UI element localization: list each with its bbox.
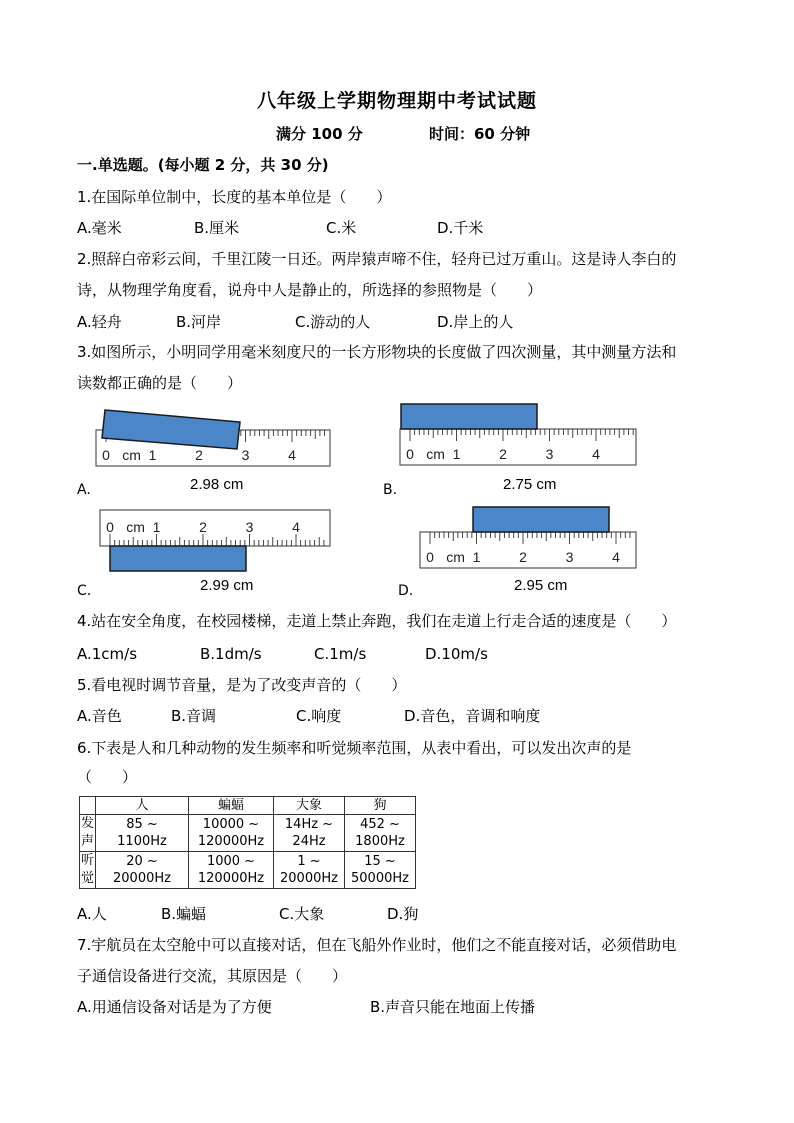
table-corner-cell — [80, 797, 96, 815]
ruler-number: 1 — [148, 447, 157, 463]
question-3-stem-line1: 3.如图所示，小明同学用毫米刻度尺的一长方形物块的长度做了四次测量，其中测量方法和 — [77, 343, 677, 361]
table-cell: 85 ~ 1100Hz — [96, 815, 189, 852]
column-header: 蝙蝠 — [189, 797, 274, 815]
figure-label-b[interactable]: B. — [383, 482, 398, 498]
table-header-row — [80, 797, 416, 815]
question-5-stem: 5.看电视时调节音量，是为了改变声音的（ ） — [77, 676, 407, 694]
figure-caption-b: 2.75 cm — [503, 476, 557, 493]
question-7-stem-line2: 子通信设备进行交流，其原因是（ ） — [77, 967, 348, 985]
ruler-figure-d — [418, 506, 640, 572]
question-6-stem-line1: 6.下表是人和几种动物的发生频率和听觉频率范围，从表中看出，可以发出次声的是 — [77, 739, 632, 757]
ruler-number: 3 — [565, 549, 574, 565]
q7-option-b[interactable]: B.声音只能在地面上传播 — [370, 998, 536, 1016]
q7-option-a[interactable]: A.用通信设备对话是为了方便 — [77, 998, 272, 1016]
ruler-number: 4 — [288, 447, 296, 463]
q5-option-d[interactable]: D.音色，音调和响度 — [404, 707, 541, 725]
question-2-stem-line2: 诗，从物理学角度看，说舟中人是静止的，所选择的参照物是（ ） — [77, 281, 543, 299]
table-cell: 1 ~ 20000Hz — [274, 852, 345, 889]
table-cell: 10000 ~ 120000Hz — [189, 815, 274, 852]
q2-option-d[interactable]: D.岸上的人 — [437, 313, 514, 331]
ruler-number: 4 — [592, 446, 600, 462]
section-heading: 一.单选题。(每小题 2 分，共 30 分) — [77, 156, 329, 174]
ruler-number: 3 — [241, 447, 250, 463]
q4-option-a[interactable]: A.1cm/s — [77, 645, 138, 663]
row-header: 听 觉 — [80, 852, 96, 889]
ruler-number: 2 — [499, 446, 507, 462]
ruler-number: 0 — [106, 519, 114, 535]
ruler-number: 2 — [195, 447, 203, 463]
ruler-number: 2 — [199, 519, 207, 535]
block-c — [110, 546, 246, 571]
block-d — [473, 507, 609, 532]
q4-option-c[interactable]: C.1m/s — [314, 645, 367, 663]
q6-option-a[interactable]: A.人 — [77, 905, 107, 923]
ruler-number: 0 — [102, 447, 110, 463]
column-header: 狗 — [345, 797, 416, 815]
q5-option-a[interactable]: A.音色 — [77, 707, 122, 725]
ruler-number: 1 — [452, 446, 461, 462]
column-header: 人 — [96, 797, 189, 815]
ruler-unit-label: cm — [446, 549, 465, 565]
column-header: 大象 — [274, 797, 345, 815]
time-info: 时间：60 分钟 — [429, 125, 531, 143]
frequency-table — [79, 796, 416, 889]
ruler-number: 1 — [152, 519, 161, 535]
score-info: 满分 100 分 — [276, 125, 363, 143]
q4-option-b[interactable]: B.1dm/s — [200, 645, 262, 663]
q2-option-c[interactable]: C.游动的人 — [295, 313, 371, 331]
figure-caption-d: 2.95 cm — [514, 577, 568, 594]
ruler-number: 2 — [519, 549, 527, 565]
figure-label-a[interactable]: A. — [77, 482, 91, 498]
q2-option-b[interactable]: B.河岸 — [176, 313, 222, 331]
table-cell: 452 ~ 1800Hz — [345, 815, 416, 852]
q6-option-b[interactable]: B.蝙蝠 — [161, 905, 207, 923]
ruler-unit-label: cm — [426, 446, 445, 462]
q4-option-d[interactable]: D.10m/s — [425, 645, 488, 663]
table-cell: 15 ~ 50000Hz — [345, 852, 416, 889]
ruler-number: 4 — [292, 519, 300, 535]
question-1-stem: 1.在国际单位制中，长度的基本单位是（ ） — [77, 188, 392, 206]
ruler-number: 0 — [426, 549, 434, 565]
q1-option-c[interactable]: C.米 — [326, 219, 357, 237]
ruler-number: 3 — [245, 519, 254, 535]
q1-option-d[interactable]: D.千米 — [437, 219, 484, 237]
table-row — [80, 852, 416, 889]
figure-label-d[interactable]: D. — [398, 583, 414, 599]
question-4-stem: 4.站在安全角度，在校园楼梯，走道上禁止奔跑，我们在走道上行走合适的速度是（ ） — [77, 612, 677, 630]
table-cell: 20 ~ 20000Hz — [96, 852, 189, 889]
ruler-number: 0 — [406, 446, 414, 462]
ruler-number: 3 — [545, 446, 554, 462]
q5-option-c[interactable]: C.响度 — [296, 707, 342, 725]
q6-option-c[interactable]: C.大象 — [279, 905, 325, 923]
q1-option-a[interactable]: A.毫米 — [77, 219, 122, 237]
q2-option-a[interactable]: A.轻舟 — [77, 313, 122, 331]
table-row — [80, 815, 416, 852]
row-header: 发 声 — [80, 815, 96, 852]
ruler-unit-label: cm — [122, 447, 141, 463]
q5-option-b[interactable]: B.音调 — [171, 707, 217, 725]
figure-label-c[interactable]: C. — [77, 583, 92, 599]
question-7-stem-line1: 7.宇航员在太空舱中可以直接对话，但在飞船外作业时，他们之不能直接对话，必须借助电 — [77, 936, 677, 954]
ruler-figure-a — [94, 405, 334, 471]
q6-option-d[interactable]: D.狗 — [387, 905, 419, 923]
ruler-figure-c — [98, 508, 334, 574]
question-2-stem-line1: 2.照辞白帝彩云间，千里江陵一日还。两岸猿声啼不住，轻舟已过万重山。这是诗人李白的 — [77, 250, 677, 268]
figure-caption-c: 2.99 cm — [200, 577, 254, 594]
ruler-unit-label: cm — [126, 519, 145, 535]
table-cell: 14Hz ~ 24Hz — [274, 815, 345, 852]
block-b — [401, 404, 537, 429]
figure-caption-a: 2.98 cm — [190, 476, 244, 493]
ruler-figure-b — [398, 403, 640, 467]
ruler-number: 1 — [472, 549, 481, 565]
table-cell: 1000 ~ 120000Hz — [189, 852, 274, 889]
page-title: 八年级上学期物理期中考试试题 — [256, 90, 537, 112]
question-3-stem-line2: 读数都正确的是（ ） — [77, 374, 243, 392]
ruler-number: 4 — [612, 549, 620, 565]
question-6-stem-line2: （ ） — [77, 768, 138, 786]
q1-option-b[interactable]: B.厘米 — [194, 219, 240, 237]
